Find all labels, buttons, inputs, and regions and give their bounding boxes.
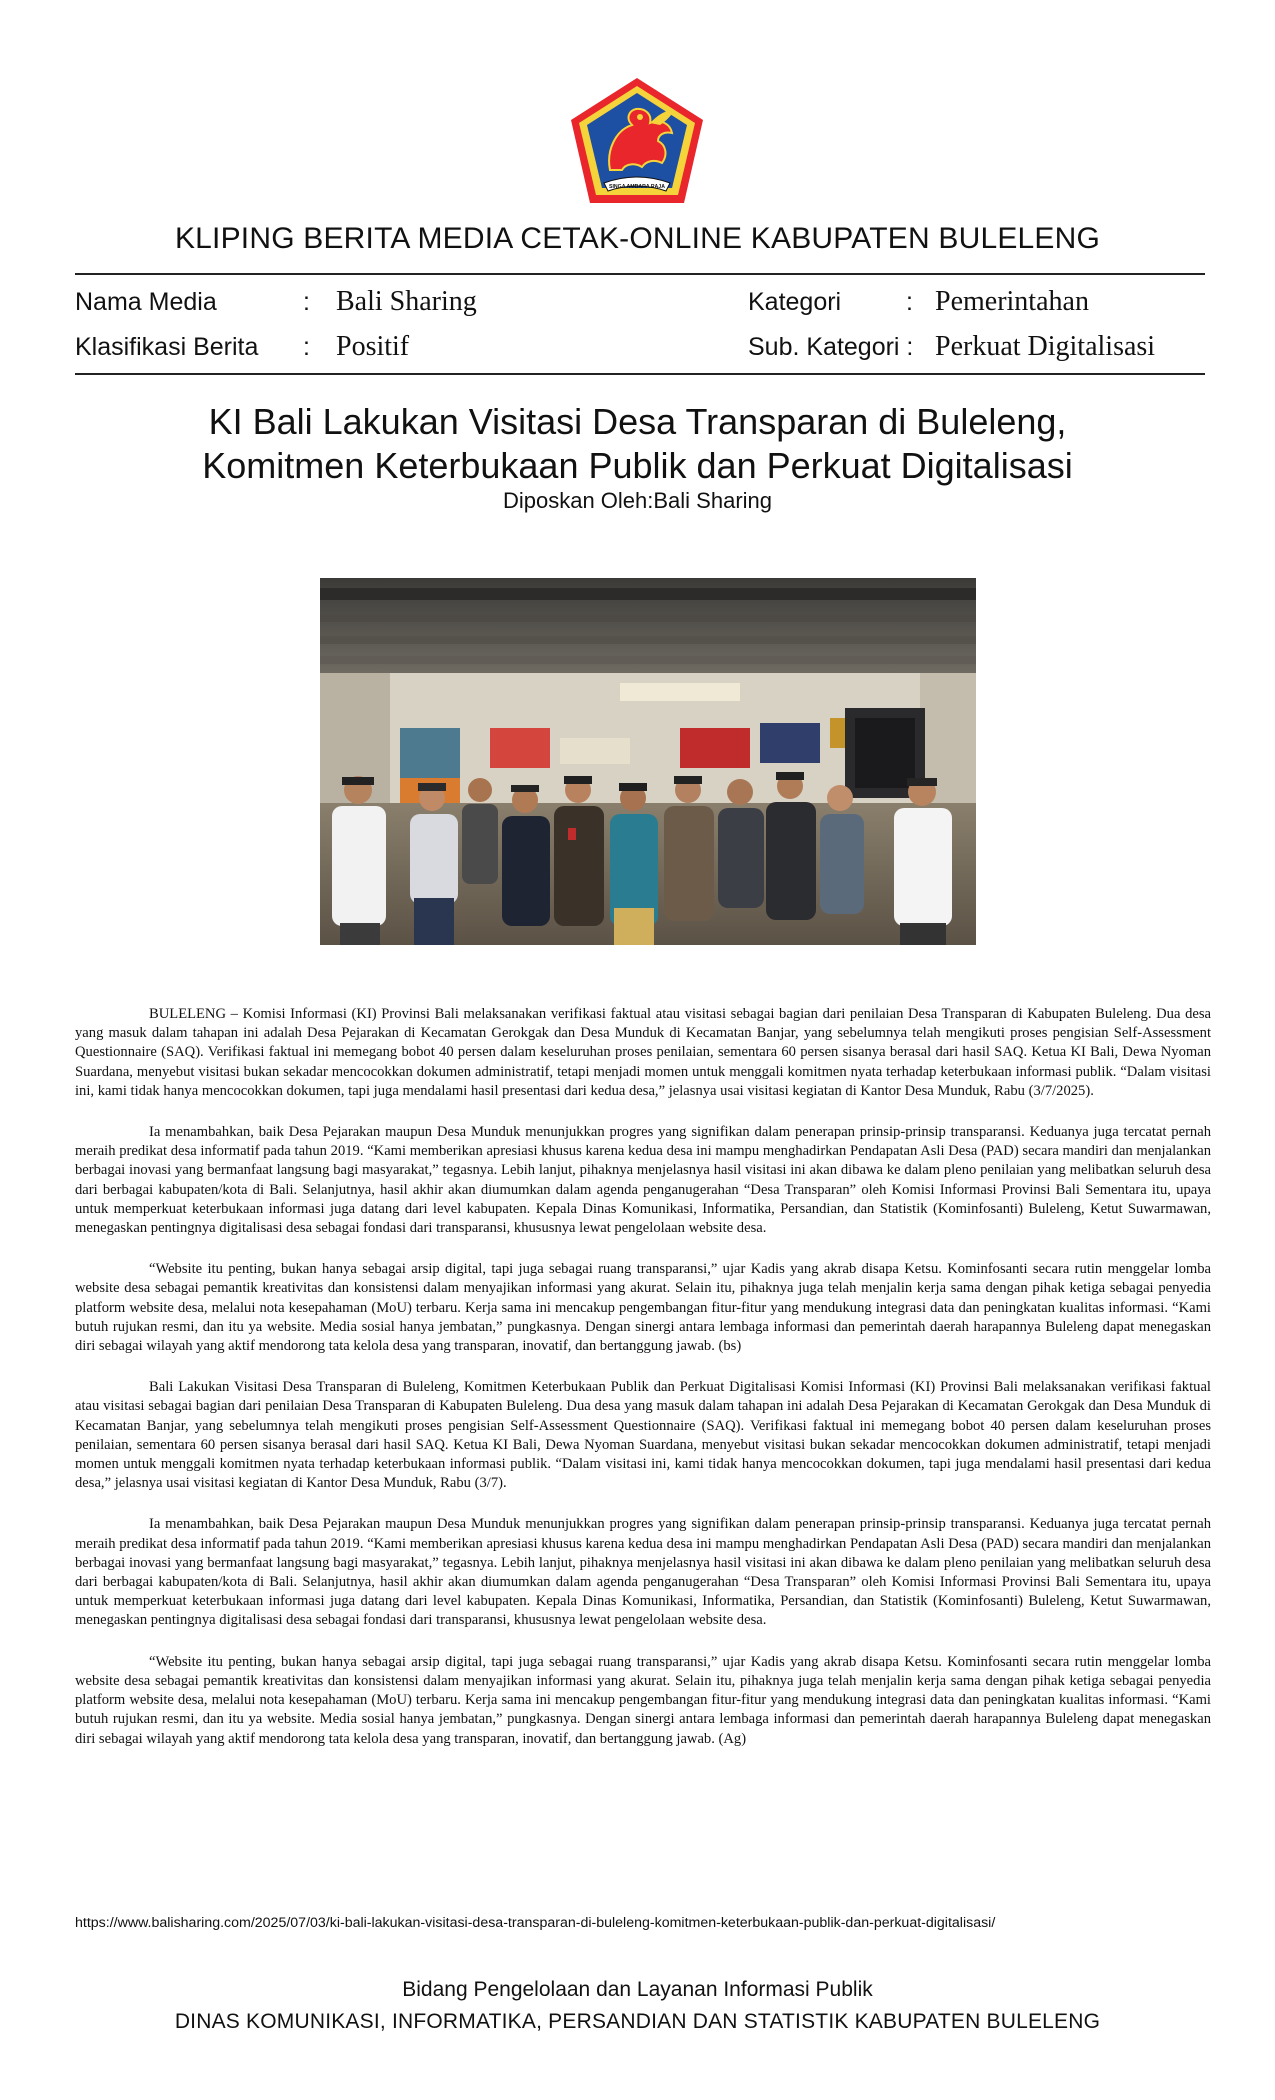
header-divider-top — [75, 273, 1205, 275]
article-byline: Diposkan Oleh:Bali Sharing — [502, 488, 773, 513]
source-url-link[interactable]: https://www.balisharing.com/2025/07/03/ki-bali-lakukan-visitasi-desa-transparan-di-buleleng-komitmen-keterbukaan-publik-dan-perkuat-digitalisasi/ — [75, 1915, 996, 1931]
group-photo-icon — [320, 578, 976, 945]
classification-label: Klasifikasi Berita — [75, 333, 259, 361]
article-paragraph: “Website itu penting, bukan hanya sebagai arsip digital, tapi juga sebagai ruang transparansi,” ujar Kadis yang akrab disapa Ketsu. Kominfosanti secara rutin menggelar lomba website desa sebagai pemantik kreativitas dan konsistensi dalam menyajikan informasi yang akurat. Selain itu, pihaknya juga telah menjalin kerja sama dengan pihak ketiga sebagai penyedia platform website desa, melalui nota kesepahaman (MoU) terbaru. Kerja sama ini mencakup pengembangan fitur-fitur yang mendukung integrasi data dan peningkatan kualitas informasi. “Kami butuh rujukan resmi, dan itu ya website. Media sosial hanya jembatan,” pungkasnya. Dengan sinergi antara lembaga informasi dan pemerintah daerah harapannya Buleleng dapat menegaskan diri sebagai wilayah yang aktif mendorong tata kelola desa yang transparan, inovatif, dan bertanggung jawab. (bs) — [75, 1261, 1211, 1355]
classification-value: Positif — [336, 331, 410, 362]
article-title — [0, 400, 1275, 488]
classification-colon: : — [303, 333, 310, 361]
media-name-label: Nama Media — [75, 288, 217, 316]
footer-division-name: Bidang Pengelolaan dan Layanan Informasi Publik — [402, 1978, 873, 2001]
buleleng-crest-icon — [566, 75, 708, 207]
document-header-title: KLIPING BERITA MEDIA CETAK-ONLINE KABUPATEN BULELENG — [174, 222, 1101, 255]
article-title-line-1: KI Bali Lakukan Visitasi Desa Transparan di Buleleng, — [208, 401, 1067, 442]
article-title-line-2: Komitmen Keterbukaan Publik dan Perkuat Digitalisasi — [202, 445, 1073, 486]
article-paragraph: Bali Lakukan Visitasi Desa Transparan di Buleleng, Komitmen Keterbukaan Publik dan Perkuat Digitalisasi Komisi Informasi (KI) Provinsi Bali melaksanakan verifikasi faktual atau visitasi sebagai bagian dari penilaian Desa Transparan di Kabupaten Buleleng. Dua desa yang masuk dalam tahapan ini adalah Desa Pejarakan di Kecamatan Gerokgak dan Desa Munduk di Kecamatan Banjar, yang sebelumnya telah mengikuti proses pengisian Self-Assessment Questionnaire (SAQ). Verifikasi faktual ini memegang bobot 40 persen dalam keseluruhan proses penilaian, sementara 60 persen sisanya berasal dari hasil SAQ. Ketua KI Bali, Dewa Nyoman Suardana, menyebut visitasi bukan sekadar mencocokkan dokumen administratif, tetapi menjadi momen untuk menggali komitmen nyata terhadap keterbukaan informasi publik. “Dalam visitasi ini, kami tidak hanya mencocokkan dokumen, tapi juga mendalami hasil presentasi dari kedua desa,” jelasnya usai visitasi kegiatan di Kantor Desa Munduk, Rabu (3/7). — [75, 1379, 1211, 1492]
article-paragraph: Ia menambahkan, baik Desa Pejarakan maupun Desa Munduk menunjukkan progres yang signifikan dalam penerapan prinsip-prinsip transparansi. Keduanya juga tercatat pernah meraih predikat desa informatif pada tahun 2019. “Kami memberikan apresiasi khusus karena kedua desa ini mampu menghadirkan Pendapatan Asli Desa (PAD) secara mandiri dan menjalankan berbagai inovasi yang bermanfaat langsung bagi masyarakat,” tegasnya. Lebih lanjut, pihaknya menjelasnya hasil visitasi ini akan dibawa ke dalam pleno penilaian yang melibatkan seluruh desa dari berbagai kabupaten/kota di Bali. Selanjutnya, hasil akhir akan diumumkan dalam agenda penganugerahan “Desa Transparan” oleh Komisi Informasi Provinsi Bali Sementara itu, upaya untuk memperkuat keterbukaan informasi juga datang dari level kabupaten. Kepala Dinas Komunikasi, Informatika, Persandian, dan Statistik (Kominfosanti) Buleleng, Ketut Suwarmawan, menegaskan pentingnya digitalisasi desa sebagai fondasi dari transparansi, khususnya lewat pengelolaan website desa. — [75, 1124, 1211, 1237]
article-body — [75, 1005, 1211, 1771]
header-divider-bottom — [75, 373, 1205, 375]
footer-agency-name: DINAS KOMUNIKASI, INFORMATIKA, PERSANDIAN DAN STATISTIK KABUPATEN BULELENG — [174, 2010, 1101, 2033]
category-value: Pemerintahan — [935, 286, 1089, 317]
article-paragraph: BULELENG – Komisi Informasi (KI) Provinsi Bali melaksanakan verifikasi faktual atau visitasi sebagai bagian dari penilaian Desa Transparan di Kabupaten Buleleng. Dua desa yang masuk dalam tahapan ini adalah Desa Pejarakan di Kecamatan Gerokgak dan Desa Munduk di Kecamatan Banjar, yang sebelumnya telah mengikuti proses pengisian Self-Assessment Questionnaire (SAQ). Verifikasi faktual ini memegang bobot 40 persen dalam keseluruhan proses penilaian, sementara 60 persen sisanya berasal dari hasil SAQ. Ketua KI Bali, Dewa Nyoman Suardana, menyebut visitasi bukan sekadar mencocokkan dokumen administratif, tetapi menjadi momen untuk menggali komitmen nyata terhadap keterbukaan informasi publik. “Dalam visitasi ini, kami tidak hanya mencocokkan dokumen, tapi juga mendalami hasil presentasi dari kedua desa,” jelasnya usai visitasi kegiatan di Kantor Desa Munduk, Rabu (3/7/2025). — [75, 1006, 1211, 1099]
category-colon: : — [906, 288, 913, 316]
article-paragraph: Ia menambahkan, baik Desa Pejarakan maupun Desa Munduk menunjukkan progres yang signifikan dalam penerapan prinsip-prinsip transparansi. Keduanya juga tercatat pernah meraih predikat desa informatif pada tahun 2019. “Kami memberikan apresiasi khusus karena kedua desa ini mampu menghadirkan Pendapatan Asli Desa (PAD) secara mandiri dan menjalankan berbagai inovasi yang bermanfaat langsung bagi masyarakat,” tegasnya. Lebih lanjut, pihaknya menjelasnya hasil visitasi ini akan dibawa ke dalam pleno penilaian yang melibatkan seluruh desa dari berbagai kabupaten/kota di Bali. Selanjutnya, hasil akhir akan diumumkan dalam agenda penganugerahan “Desa Transparan” oleh Komisi Informasi Provinsi Bali Sementara itu, upaya untuk memperkuat keterbukaan informasi juga datang dari level kabupaten. Kepala Dinas Komunikasi, Informatika, Persandian, dan Statistik (Kominfosanti) Buleleng, Ketut Suwarmawan, menegaskan pentingnya digitalisasi desa sebagai fondasi dari transparansi, khususnya lewat pengelolaan website desa. — [75, 1516, 1211, 1629]
crest-motto: SINGA AMBARA RAJA — [609, 184, 665, 190]
subcategory-label: Sub. Kategori : — [748, 333, 914, 361]
media-name-colon: : — [303, 288, 310, 316]
media-name-value: Bali Sharing — [336, 286, 477, 317]
article-paragraph: “Website itu penting, bukan hanya sebagai arsip digital, tapi juga sebagai ruang transparansi,” ujar Kadis yang akrab disapa Ketsu. Kominfosanti secara rutin menggelar lomba website desa sebagai pemantik kreativitas dan konsistensi dalam menyajikan informasi yang akurat. Selain itu, pihaknya juga telah menjalin kerja sama dengan pihak ketiga sebagai penyedia platform website desa, melalui nota kesepahaman (MoU) terbaru. Kerja sama ini mencakup pengembangan fitur-fitur yang mendukung integrasi data dan peningkatan kualitas informasi. “Kami butuh rujukan resmi, dan itu ya website. Media sosial hanya jembatan,” pungkasnya. Dengan sinergi antara lembaga informasi dan pemerintah daerah harapannya Buleleng dapat menegaskan diri sebagai wilayah yang aktif mendorong tata kelola desa yang transparan, inovatif, dan bertanggung jawab. (Ag) — [75, 1653, 1211, 1747]
subcategory-value: Perkuat Digitalisasi — [935, 331, 1156, 362]
category-label: Kategori — [748, 288, 842, 316]
